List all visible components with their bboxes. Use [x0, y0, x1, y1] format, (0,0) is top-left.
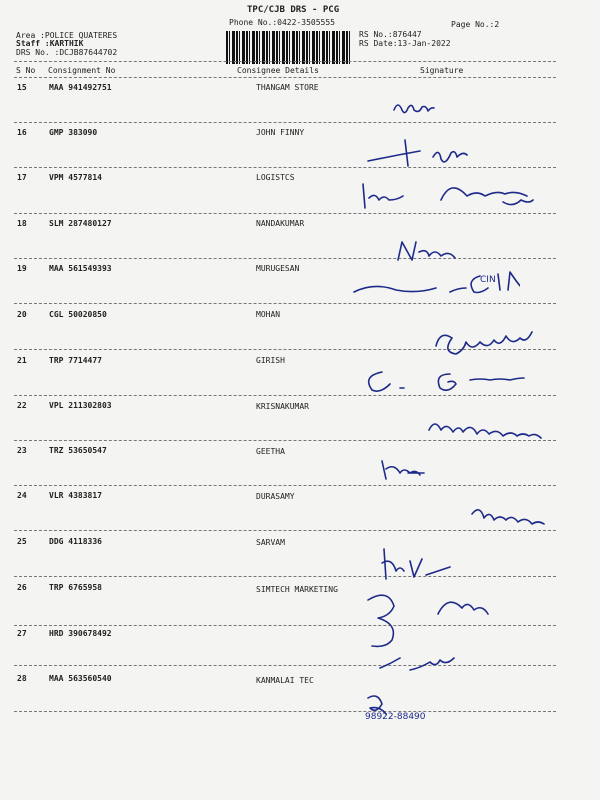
row-15-consignee: THANGAM STORE	[256, 83, 319, 92]
drs-number: DRS No. :DCJB87644702	[16, 48, 118, 57]
row-23-consignment: TRZ 53650547	[49, 446, 107, 455]
page-number: Page No.:2	[451, 20, 500, 29]
row-20-sno: 20	[17, 310, 27, 319]
row-19-sno: 19	[17, 264, 27, 273]
row-25-consignment: DDG 4118336	[49, 537, 102, 546]
signature-18	[395, 238, 465, 266]
row-27-sno: 27	[17, 629, 27, 638]
row-20-consignment: CGL 50020850	[49, 310, 107, 319]
row-28-consignee: KANMALAI TEC	[256, 676, 314, 685]
header-divider-top	[14, 61, 556, 62]
row-25-sno: 25	[17, 537, 27, 546]
col-signature: Signature	[420, 66, 464, 75]
row-21-consignment: TRP 7714477	[49, 356, 102, 365]
row-divider	[14, 711, 556, 712]
area-label: Area :POLICE QUATERES	[16, 31, 118, 40]
row-26-consignment: TRP 6765958	[49, 583, 102, 592]
row-23-sno: 23	[17, 446, 27, 455]
col-consignment: Consignment No	[48, 66, 116, 75]
row-24-sno: 24	[17, 491, 27, 500]
row-28-consignment: MAA 563560540	[49, 674, 112, 683]
document-title: TPC/CJB DRS - PCG	[247, 5, 340, 15]
signature-16	[365, 135, 515, 175]
row-16-sno: 16	[17, 128, 27, 137]
staff-label: Staff :KARTHIK	[16, 39, 84, 48]
signature-17	[355, 178, 555, 218]
row-18-sno: 18	[17, 219, 27, 228]
row-24-consignee: DURASAMY	[256, 492, 295, 501]
signature-23	[378, 455, 448, 485]
row-19-consignment: MAA 561549393	[49, 264, 112, 273]
row-21-sno: 21	[17, 356, 27, 365]
signature-24	[468, 500, 558, 530]
row-divider	[14, 530, 556, 531]
row-17-consignee: LOGISTCS	[256, 173, 295, 182]
row-26-sno: 26	[17, 583, 27, 592]
phone-number: Phone No.:0422-3505555	[229, 18, 335, 27]
row-22-consignment: VPL 211302803	[49, 401, 112, 410]
signature-25	[378, 545, 453, 585]
row-25-consignee: SARVAM	[256, 538, 285, 547]
row-26-consignee: SIMTECH MARKETING	[256, 585, 338, 594]
row-divider	[14, 485, 556, 486]
barcode	[226, 31, 350, 64]
row-17-consignment: VPM 4577814	[49, 173, 102, 182]
signature-15	[390, 96, 450, 121]
row-15-sno: 15	[17, 83, 27, 92]
signature-19-text: CIN	[480, 275, 496, 285]
rs-date: RS Date:13-Jan-2022	[359, 39, 451, 48]
row-22-consignee: KRISNAKUMAR	[256, 402, 309, 411]
signature-20	[430, 326, 560, 366]
row-24-consignment: VLR 4383817	[49, 491, 102, 500]
row-20-consignee: MOHAN	[256, 310, 281, 319]
row-23-consignee: GEETHA	[256, 447, 285, 456]
row-15-consignment: MAA 941492751	[49, 83, 112, 92]
row-21-consignee: GIRISH	[256, 356, 285, 365]
row-divider	[14, 576, 556, 577]
row-28-sno: 28	[17, 674, 27, 683]
signature-26-27	[360, 588, 490, 678]
row-19-consignee: MURUGESAN	[256, 264, 300, 273]
col-consignee: Consignee Details	[237, 66, 319, 75]
header-divider-bottom	[14, 77, 556, 78]
col-sno: S No	[16, 66, 36, 75]
signature-28-phone: 98922-88490	[365, 712, 426, 722]
row-18-consignment: SLM 287480127	[49, 219, 112, 228]
rs-number: RS No.:876447	[359, 30, 422, 39]
row-16-consignee: JOHN FINNY	[256, 128, 305, 137]
row-27-consignment: HRD 390678492	[49, 629, 112, 638]
row-22-sno: 22	[17, 401, 27, 410]
row-divider	[14, 122, 556, 123]
signature-21	[360, 362, 530, 396]
signature-22	[425, 412, 555, 442]
row-18-consignee: NANDAKUMAR	[256, 219, 305, 228]
row-divider	[14, 258, 556, 259]
row-16-consignment: GMP 383090	[49, 128, 98, 137]
row-17-sno: 17	[17, 173, 27, 182]
